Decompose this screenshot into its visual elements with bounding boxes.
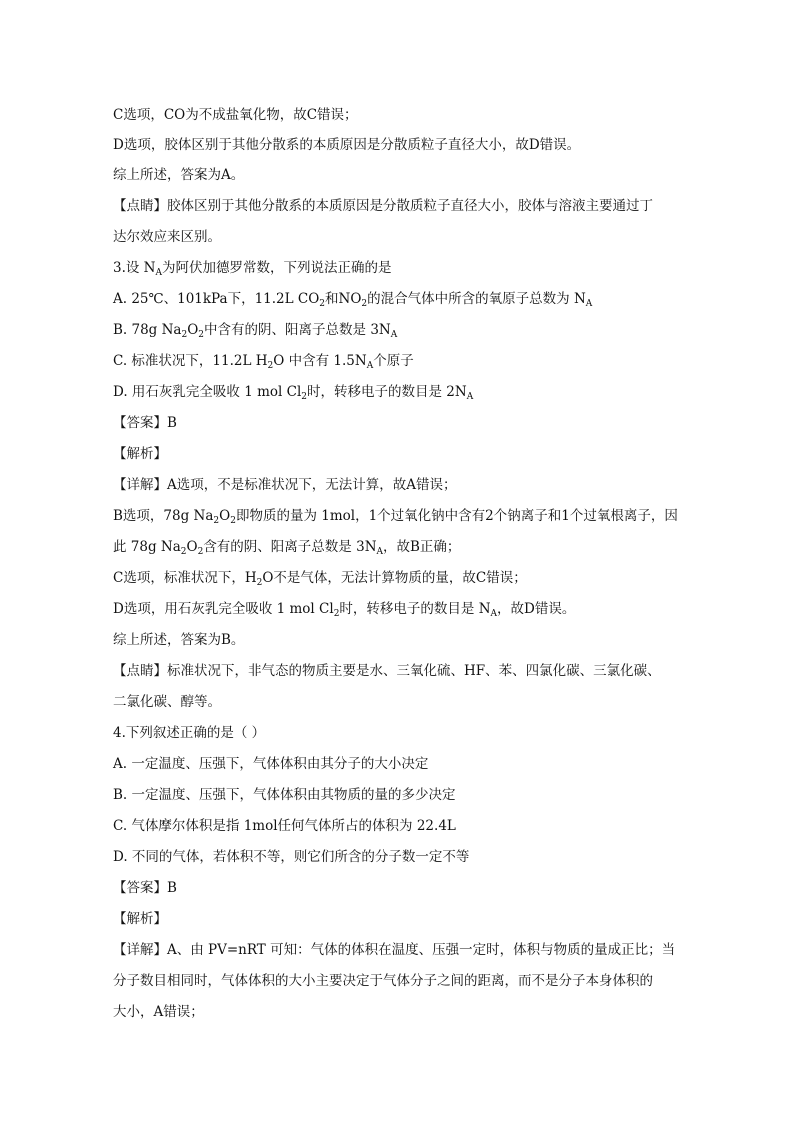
q3-detail-option-c: C选项，标准状况下，$H_2O$不是气体，无法计算物质的量，故C错误； (113, 570, 527, 588)
q3-detail-option-d: D选项，用石灰乳完全吸收 1 mol $Cl_2$时，转移电子的数目是 $N_A$，故D错误。 (113, 601, 576, 619)
q4-detail-line-1: 【详解】A、由 PV=nRT 可知：气体的体积在温度、压强一定时，体积与物质的量成正比；当 (113, 942, 676, 958)
q3-stem: 3.设 $N_A$为阿伏加德罗常数，下列说法正确的是 (113, 260, 392, 278)
q3-detail-option-b-line-2: 此 78g $Na_2O_2$含有的阴、阳离子总数是 $3N_A$，故B正确； (113, 539, 461, 557)
q3-key-point-line-2: 二氯化碳、醇等。 (113, 694, 221, 710)
q3-option-b: B. 78g $Na_2O_2$中含有的阴、阳离子总数是 $3N_A$ (113, 322, 398, 340)
q4-detail-line-2: 分子数目相同时，气体体积的大小主要决定于气体分子之间的距离，而不是分子本身体积的 (113, 973, 653, 989)
q4-detail-line-3: 大小，A错误； (113, 1004, 204, 1020)
q4-analysis-heading: 【解析】 (113, 911, 167, 927)
q3-option-c: C. 标准状况下，11.2L $H_2O$ 中含有 $1.5N_A$个原子 (113, 353, 414, 371)
q4-answer: 【答案】B (113, 880, 177, 896)
q3-summary: 综上所述，答案为B。 (113, 632, 245, 648)
q4-option-b: B. 一定温度、压强下，气体体积由其物质的量的多少决定 (113, 787, 456, 803)
q3-option-a: A. 25℃、101kPa下，11.2L $CO_2$和$NO_2$的混合气体中所含的氧原子总数为 $N_A$ (113, 291, 593, 309)
q3-detail-option-a: 【详解】A选项，不是标准状况下，无法计算，故A错误； (113, 477, 457, 493)
q2-option-c-explanation: C选项，CO为不成盐氧化物，故C错误； (113, 107, 358, 123)
q3-analysis-heading: 【解析】 (113, 446, 167, 462)
q4-option-d: D. 不同的气体，若体积不等，则它们所含的分子数一定不等 (113, 849, 470, 865)
q3-option-d: D. 用石灰乳完全吸收 1 mol $Cl_2$时，转移电子的数目是 $2N_A$ (113, 384, 474, 402)
q2-summary: 综上所述，答案为A。 (113, 167, 245, 183)
q2-key-point-line-2: 达尔效应来区别。 (113, 229, 221, 245)
q3-key-point-line-1: 【点睛】标准状况下，非气态的物质主要是水、三氧化硫、HF、苯、四氯化碳、三氯化碳、 (113, 663, 661, 679)
q4-stem: 4.下列叙述正确的是（ ） (113, 725, 266, 741)
q2-key-point-line-1: 【点睛】胶体区别于其他分散系的本质原因是分散质粒子直径大小，胶体与溶液主要通过丁 (113, 198, 653, 214)
q2-option-d-explanation: D选项，胶体区别于其他分散系的本质原因是分散质粒子直径大小，故D错误。 (113, 137, 581, 153)
q4-option-a: A. 一定温度、压强下，气体体积由其分子的大小决定 (113, 756, 429, 772)
q4-option-c: C. 气体摩尔体积是指 1mol任何气体所占的体积为 22.4L (113, 818, 456, 834)
q3-answer: 【答案】B (113, 415, 177, 431)
q3-detail-option-b-line-1: B选项，78g $Na_2O_2$即物质的量为 1mol，1个过氧化钠中含有2个钠离子和1个过氧根离子，因 (113, 508, 678, 526)
